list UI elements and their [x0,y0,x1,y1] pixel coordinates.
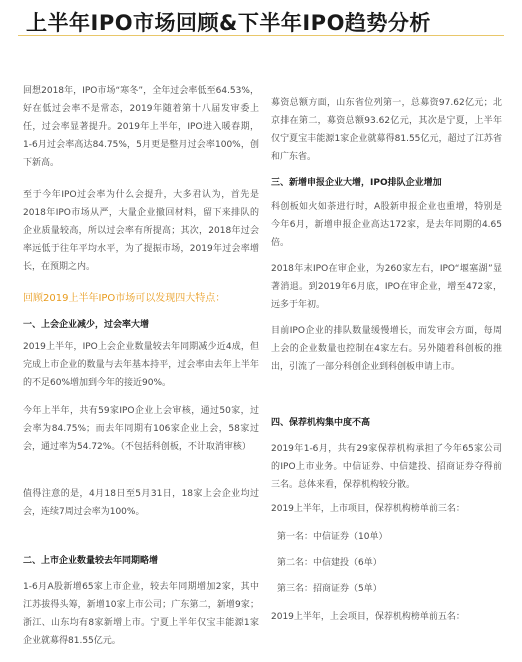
paragraph: 2019上半年，IPO上会企业数量较去年同期减少近4成，但完成上市企业的数量与去年基本持平，过会率由去年上半年的不足60%增加到今年的接近90%。 [23,342,259,388]
paragraph: 募资总额方面，山东省位列第一，总募资97.62亿元；北京排在第二，募资总额93.62亿元，其次是宁夏，上半年仅宁夏宝丰能源1家企业就募得81.55亿元，超过了江苏省和广东省。 [271,98,502,162]
paragraph: 2019年1-6月，共有29家保荐机构承担了今年65家公司的IPO上市业务。中信证券、中信建投、招商证券夺得前三名。总体来看，保荐机构较分散。 [271,444,502,490]
ranking-item: 第二名：中信建投（6单） [277,558,382,568]
paragraph: 2019上半年，上会项目，保荐机构榜单前五名： [271,612,465,622]
section-heading: 三、新增申报企业大增，IPO排队企业增加 [271,178,442,188]
ranking-item: 第一名：中信证券（10单） [277,532,388,542]
paragraph: 值得注意的是，4月18日至5月31日，18家上会企业均过会，连续7周过会率为100%。 [23,489,259,517]
paragraph: 今年上半年，共有59家IPO企业上会审核，通过50家，过会率为84.75%；而去年同期有106家企业上会，58家过会，通过率为54.72%。（不包括科创板，不计取消审核） [23,406,259,452]
title-divider [18,35,504,36]
section-heading: 二、上市企业数量较去年同期略增 [23,556,159,566]
paragraph: 至于今年IPO过会率为什么会提升，大多君认为，首先是2018年IPO市场从严，大量企业撤回材料，留下来排队的企业质量较高，所以过会率有所提高；其次，2018年过会率远低于往年平均水平，为了提振市场，2019年过会率增长，在预期之内。 [23,190,259,272]
header [0,0,522,52]
section-heading: 四、保荐机构集中度不高 [271,418,371,428]
highlight-heading: 回顾2019上半年IPO市场可以发现四大特点： [23,293,226,304]
section-heading: 一、上会企业减少，过会率大增 [23,320,150,330]
paragraph: 回想2018年，IPO市场“寒冬”，全年过会率低至64.53%，好在低过会率不是常态，2019年随着第十八届发审委上任，过会率显著提升。2019年上半年，IPO进入暖春期，1-6月过会率高达84.75%，5月更是整月过会率100%，创下新高。 [23,86,259,168]
paragraph: 科创板如火如荼进行时，A股新申报企业也重增，特别是今年6月，新增申报企业高达172家，是去年同期的4.65倍。 [271,202,502,248]
paragraph: 2018年末IPO在审企业，为260家左右，IPO“堰塞湖”显著消退。到2019年6月底，IPO在审企业，增至472家，远多于年初。 [271,264,502,310]
ranking-item: 第三名：招商证券（5单） [277,584,382,594]
paragraph: 2019上半年，上市项目，保荐机构榜单前三名： [271,504,465,514]
page-title: 上半年IPO市场回顾&下半年IPO趋势分析 [26,11,431,35]
paragraph: 目前IPO企业的排队数量缓慢增长，而发审会方面，每周上会的企业数量也控制在4家左右。另外随着科创板的推出，引流了一部分科创企业到科创板申请上市。 [271,326,502,372]
paragraph: 1-6月A股新增65家上市企业，较去年同期增加2家，其中江苏拔得头筹，新增10家上市公司；广东第二，新增9家；浙江、山东均有8家新增上市。宁夏上半年仅宝丰能源1家企业就募得81.55亿元。 [23,582,259,646]
